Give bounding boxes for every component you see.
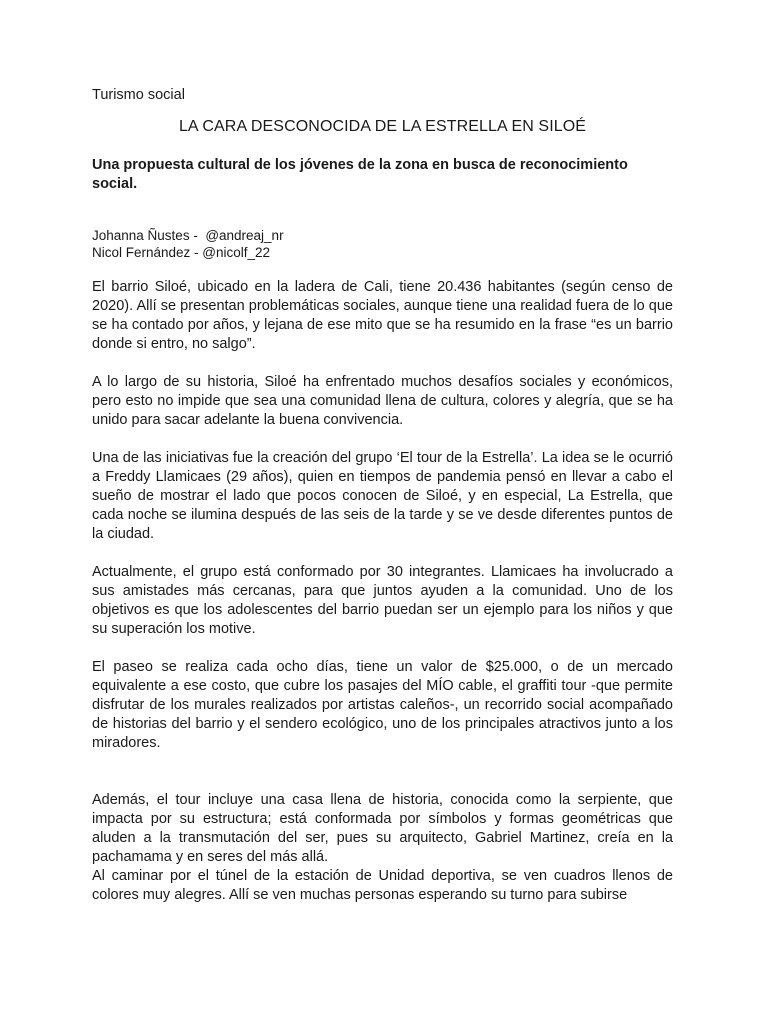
paragraph: Además, el tour incluye una casa llena de historia, conocida como la serpiente, que impacta por su estructura; está conformada por símbolos y formas geométricas que aluden a la transmutación del ser, pues su arquitecto, Gabriel Martinez, creía en la pachamama y en seres del más allá. bbox=[92, 792, 673, 865]
paragraph: Una de las iniciativas fue la creación del grupo ‘El tour de la Estrella’. La idea se le ocurrió a Freddy Llamicaes (29 años), quien en tiempos de pandemia pensó en llevar a cabo el sueño de mostrar el lado que pocos conocen de Siloé, y en especial, La Estrella, que cada noche se ilumina después de las seis de la tarde y se ve desde diferentes puntos de la ciudad. bbox=[92, 450, 673, 542]
author-line: Johanna Ñustes - @andreaj_nr bbox=[92, 228, 284, 243]
author-line: Nicol Fernández - @nicolf_22 bbox=[92, 245, 271, 260]
paragraph: El paseo se realiza cada ocho días, tiene un valor de $25.000, o de un mercado equivalente a ese costo, que cubre los pasajes del MÍO cable, el graffiti tour -que permite disfrutar de los murales realizados por artistas caleños-, un recorrido social acompañado de historias del barrio y el sendero ecológico, uno de los principales atractivos junto a los miradores. bbox=[92, 659, 673, 751]
article-title: LA CARA DESCONOCIDA DE LA ESTRELLA EN SILOÉ bbox=[178, 118, 587, 135]
paragraph: Actualmente, el grupo está conformado por 30 integrantes. Llamicaes ha involucrado a sus amistades más cercanas, para que juntos ayuden a la comunidad. Uno de los objetivos es que los adolescentes del barrio puedan ser un ejemplo para los niños y que su superación los motive. bbox=[92, 564, 673, 637]
paragraph: El barrio Siloé, ubicado en la ladera de Cali, tiene 20.436 habitantes (según censo de 2020). Allí se presentan problemáticas sociales, aunque tiene una realidad fuera de lo que se ha contado por años, y lejana de ese mito que se ha resumido en la frase “es un barrio donde si entro, no salgo”. bbox=[92, 279, 673, 352]
article-subtitle: Una propuesta cultural de los jóvenes de la zona en busca de reconocimiento social. bbox=[92, 157, 628, 192]
author-list bbox=[92, 227, 673, 261]
paragraph: A lo largo de su historia, Siloé ha enfrentado muchos desafíos sociales y económicos, pero esto no impide que sea una comunidad llena de cultura, colores y alegría, que se ha unido para sacar adelante la buena convivencia. bbox=[92, 374, 673, 428]
paragraph: Al caminar por el túnel de la estación de Unidad deportiva, se ven cuadros llenos de colores muy alegres. Allí se ven muchas personas esperando su turno para subirse bbox=[92, 868, 673, 903]
section-tag: Turismo social bbox=[92, 87, 185, 103]
article-body bbox=[92, 86, 673, 905]
